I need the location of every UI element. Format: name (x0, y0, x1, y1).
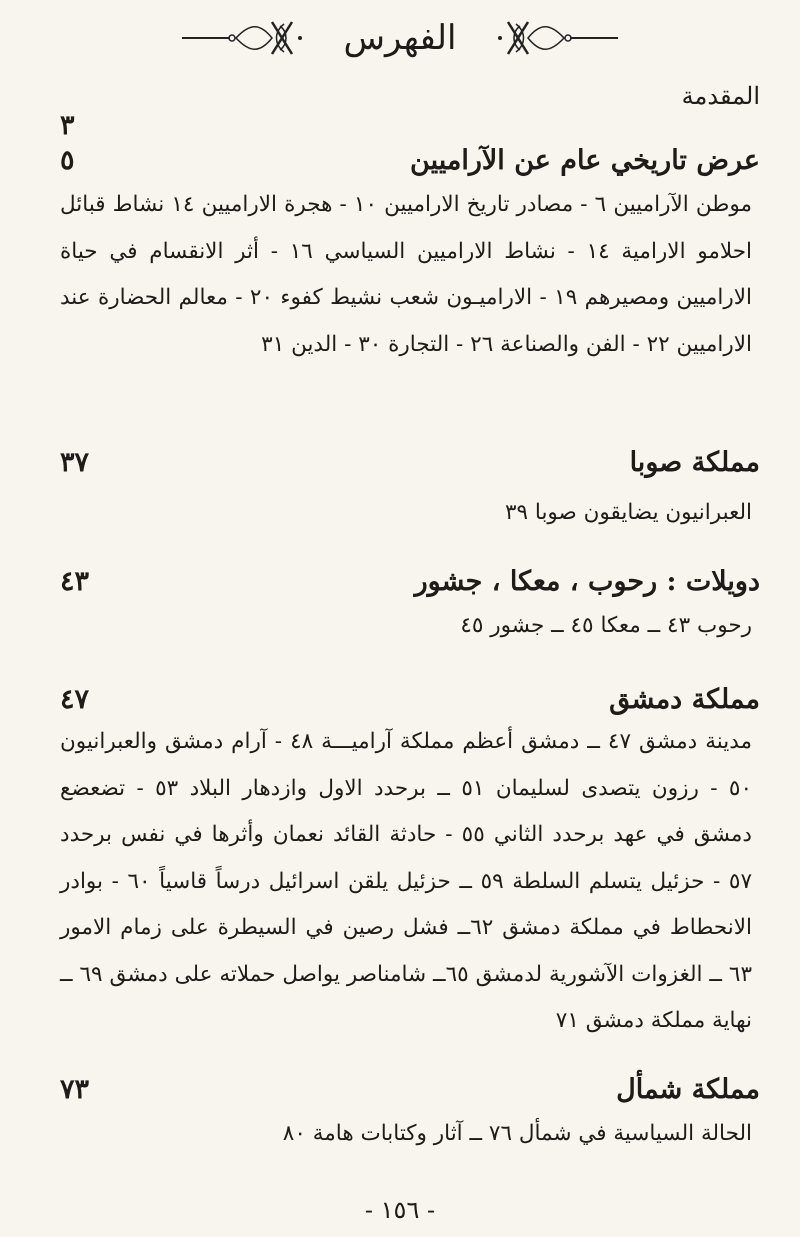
left-ornament-icon (180, 18, 320, 58)
toc-entry-head (60, 684, 760, 715)
toc-entry-introduction (60, 82, 760, 141)
toc-entry-page: ٥ (60, 145, 75, 176)
toc-entry-title: مملكة شمأل (616, 1074, 760, 1105)
toc-entry-title: عرض تاريخي عام عن الآراميين (410, 145, 760, 176)
toc-entry-head (60, 82, 760, 110)
toc-entry-head (60, 145, 760, 176)
toc-entry-title: مملكة صوبا (629, 447, 760, 478)
toc-entry-damascus (60, 684, 760, 1045)
toc-entry-head (60, 1074, 760, 1105)
toc-entry-subtopics: رحوب ٤٣ ــ معكا ٤٥ ــ جشور ٤٥ (460, 613, 752, 638)
toc-entry-subtopics: الحالة السياسية في شمأل ٧٦ ــ آثار وكتابات هامة ٨٠ (282, 1121, 752, 1146)
toc-entry-head (60, 447, 760, 478)
toc-entry-page: ٤٧ (60, 684, 90, 715)
toc-entry-statelets (60, 566, 760, 650)
toc-entry-subtopics: مدينة دمشق ٤٧ ــ دمشق أعظم مملكة آراميـــة ٤٨ - آرام دمشق والعبرانيون ٥٠ - رزون يتصدى لسليمان ٥١ ــ برحدد الاول وازدهار البلاد ٥٣ - تضعضع دمشق في عهد برحدد الثاني ٥٥ - حادثة القائد نعمان وأثرها في نفس برحدد ٥٧ - حزئيل يتسلم السلطة ٥٩ ــ حزئيل يلقن اسرائيل درساً قاسياً ٦٠ - بوادر الانحطاط في مملكة دمشق ٦٢ــ فشل رصين في السيطرة على زمام الامور ٦٣ ــ الغزوات الآشورية لدمشق ٦٥ــ شامناصر يواصل حملاته على دمشق ٦٩ ــ نهاية مملكة دمشق ٧١ (60, 729, 753, 1033)
toc-entry-title: المقدمة (681, 82, 760, 110)
toc-entry-page: ٣٧ (60, 447, 90, 478)
toc-entry-head (60, 566, 760, 597)
toc-entry-aramaeans-overview (60, 145, 760, 368)
toc-entry-page: ٤٣ (60, 566, 90, 597)
toc-entry-zobah (60, 447, 760, 537)
toc-entry-page: ٧٣ (60, 1074, 90, 1105)
toc-entry-title: مملكة دمشق (609, 684, 760, 715)
toc-entry-page: ٣ (60, 110, 75, 141)
toc-entry-subtopics: موطن الآراميين ٦ - مصادر تاريخ الاراميين ١٠ - هجرة الاراميين ١٤ نشاط قبائل احلامو الارامية ١٤ - نشاط الاراميين السياسي ١٦ - أثر الانقسام في حياة الاراميين ومصيرهم ١٩ - الاراميـون شعب نشيط كفوء ٢٠ - معالم الحضارة عند الاراميين ٢٢ - الفن والصناعة ٢٦ - التجارة ٣٠ - الدين ٣١ (60, 192, 752, 357)
toc-entry-samal (60, 1074, 760, 1158)
toc-entry-title: دويلات : رحوب ، معكا ، جشور (414, 566, 760, 597)
index-title: الفهرس (343, 18, 457, 58)
right-ornament-icon (480, 18, 620, 58)
index-header (0, 10, 800, 66)
toc-entry-subtopics: العبرانيون يضايقون صوبا ٣٩ (504, 500, 752, 525)
page-number: - ١٥٦ - (364, 1196, 436, 1224)
